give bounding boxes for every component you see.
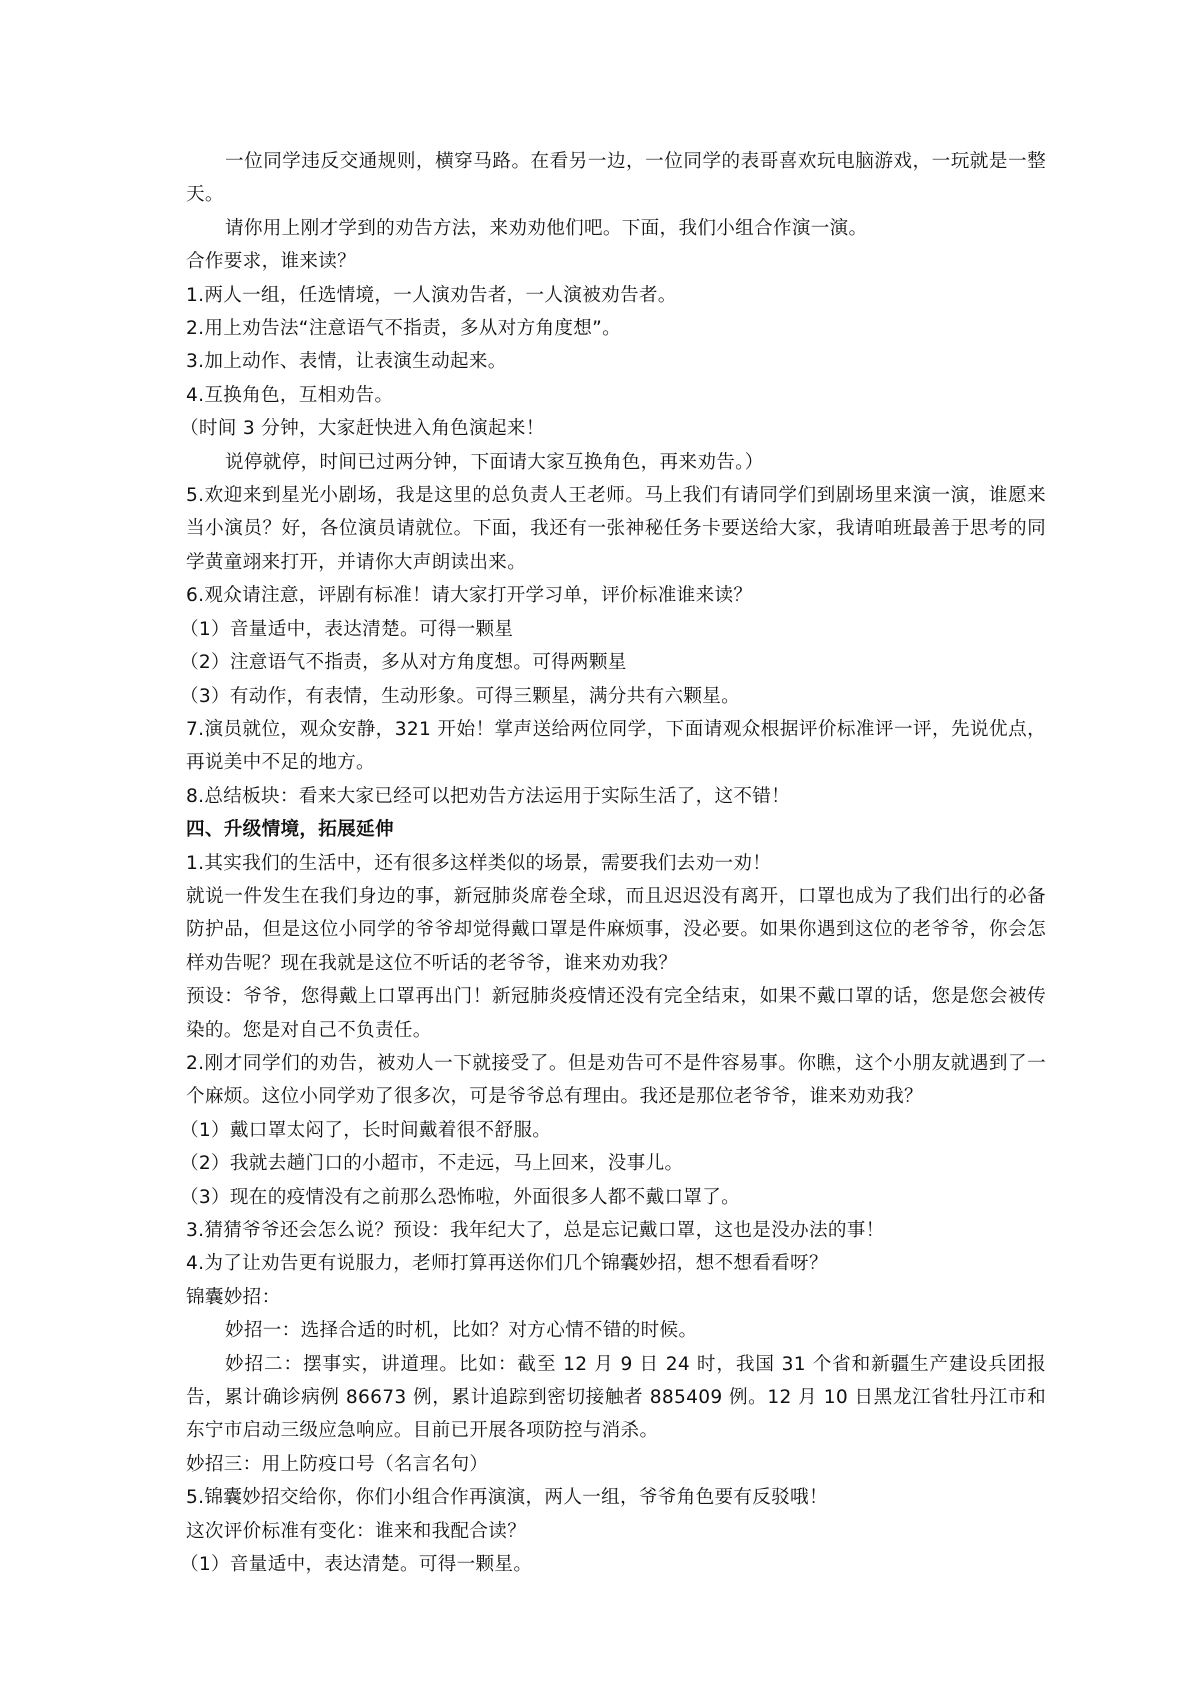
list-item-extend-5: 5.锦囊妙招交给你，你们小组合作再演演，两人一组，爷爷角色要有反驳哦！ <box>186 1487 828 1509</box>
list-item-extend-3: 3.猜猜爷爷还会怎么说？预设：我年纪大了，总是忘记戴口罩，这也是没办法的事！ <box>186 1220 885 1241</box>
paragraph-new-criteria: 这次评价标准有变化：谁来和我配合读？ <box>186 1520 527 1542</box>
paragraph-tip-2: 妙招二：摆事实，讲道理。比如：截至 12 月 9 日 24 时，我国 31 个省和新疆生产建设兵团报告，累计确诊病例 86673 例，累计追踪到密切接触者 885409 例。12 月 10 日黑龙江省牡丹江市和东宁市启动三级应急响应。目前已开展各项防控与消杀。 <box>186 1353 1046 1442</box>
list-item-extend-4: 4.为了让劝告更有说服力，老师打算再送你们几个锦囊妙招，想不想看看呀？ <box>186 1253 828 1275</box>
list-item-extend-2: 2.刚才同学们的劝告，被劝人一下就接受了。但是劝告可不是件容易事。你瞧，这个小朋友就遇到了一个麻烦。这位小同学劝了很多次，可是爷爷总有理由。我还是那位老爷爷，谁来劝劝我？ <box>186 1052 1046 1108</box>
list-item-excuse-1: （1）戴口罩太闷了，长时间戴着很不舒服。 <box>180 1119 552 1141</box>
paragraph-instruction: 请你用上刚才学到的劝告方法，来劝劝他们吧。下面，我们小组合作演一演。 <box>225 217 868 239</box>
paragraph-tip-1: 妙招一：选择合适的时机，比如？对方心情不错的时候。 <box>225 1320 698 1342</box>
paragraph-time-note: （时间 3 分钟，大家赶快进入角色演起来！ <box>180 418 545 440</box>
list-item-criterion-1: （1）音量适中，表达清楚。可得一颗星 <box>180 618 514 640</box>
list-item-extend-1: 1.其实我们的生活中，还有很多这样类似的场景，需要我们去劝一劝！ <box>186 852 772 874</box>
paragraph-cooperation-request: 合作要求，谁来读？ <box>186 251 357 273</box>
paragraph-scenario: 一位同学违反交通规则，横穿马路。在看另一边，一位同学的表哥喜欢玩电脑游戏，一玩就是一整天。 <box>186 151 1046 206</box>
document-body <box>180 145 1046 1581</box>
list-item-step-6: 6.观众请注意，评剧有标准！请大家打开学习单，评价标准谁来读？ <box>186 585 753 607</box>
list-item-step-8: 8.总结板块：看来大家已经可以把劝告方法运用于实际生活了，这不错！ <box>186 785 791 807</box>
list-item-excuse-2: （2）我就去趟门口的小超市，不走远，马上回来，没事儿。 <box>180 1153 684 1175</box>
paragraph-story: 就说一件发生在我们身边的事，新冠肺炎席卷全球，而且迟迟没有离开，口罩也成为了我们出行的必备防护品，但是这位小同学的爷爷却觉得戴口罩是件麻烦事，没必要。如果你遇到这位的老爷爷，你会怎样劝告呢？现在我就是这位不听话的老爷爷，谁来劝劝我？ <box>186 885 1046 974</box>
paragraph-switch-roles: 说停就停，时间已过两分钟，下面请大家互换角色，再来劝告。） <box>225 451 764 473</box>
paragraph-tip-3: 妙招三：用上防疫口号（名言名句） <box>186 1453 489 1475</box>
list-item-requirement-4: 4.互换角色，互相劝告。 <box>186 384 394 406</box>
list-item-new-criterion-1: （1）音量适中，表达清楚。可得一颗星。 <box>180 1554 533 1576</box>
list-item-step-5: 5.欢迎来到星光小剧场，我是这里的总负责人王老师。马上我们有请同学们到剧场里来演一演，谁愿来当小演员？好，各位演员请就位。下面，我还有一张神秘任务卡要送给大家，我请咱班最善于思考的同学黄童翊来打开，并请你大声朗读出来。 <box>186 485 1046 573</box>
list-item-requirement-1: 1.两人一组，任选情境，一人演劝告者，一人演被劝告者。 <box>186 284 677 306</box>
list-item-requirement-2: 2.用上劝告法“注意语气不指责，多从对方角度想”。 <box>186 318 621 340</box>
list-item-criterion-2: （2）注意语气不指责，多从对方角度想。可得两颗星 <box>180 652 627 674</box>
section-heading: 四、升级情境，拓展延伸 <box>186 819 394 841</box>
paragraph-preset: 预设：爷爷，您得戴上口罩再出门！新冠肺炎疫情还没有完全结束，如果不戴口罩的话，您是您会被传染的。您是对自己不负责任。 <box>186 986 1046 1041</box>
paragraph-tips-title: 锦囊妙招： <box>186 1286 281 1308</box>
list-item-excuse-3: （3）现在的疫情没有之前那么恐怖啦，外面很多人都不戴口罩了。 <box>180 1186 741 1208</box>
list-item-criterion-3: （3）有动作，有表情，生动形象。可得三颗星，满分共有六颗星。 <box>180 685 741 707</box>
list-item-requirement-3: 3.加上动作、表情，让表演生动起来。 <box>186 351 507 373</box>
list-item-step-7: 7.演员就位，观众安静，321 开始！掌声送给两位同学，下面请观众根据评价标准评一评，先说优点，再说美中不足的地方。 <box>186 718 1046 774</box>
